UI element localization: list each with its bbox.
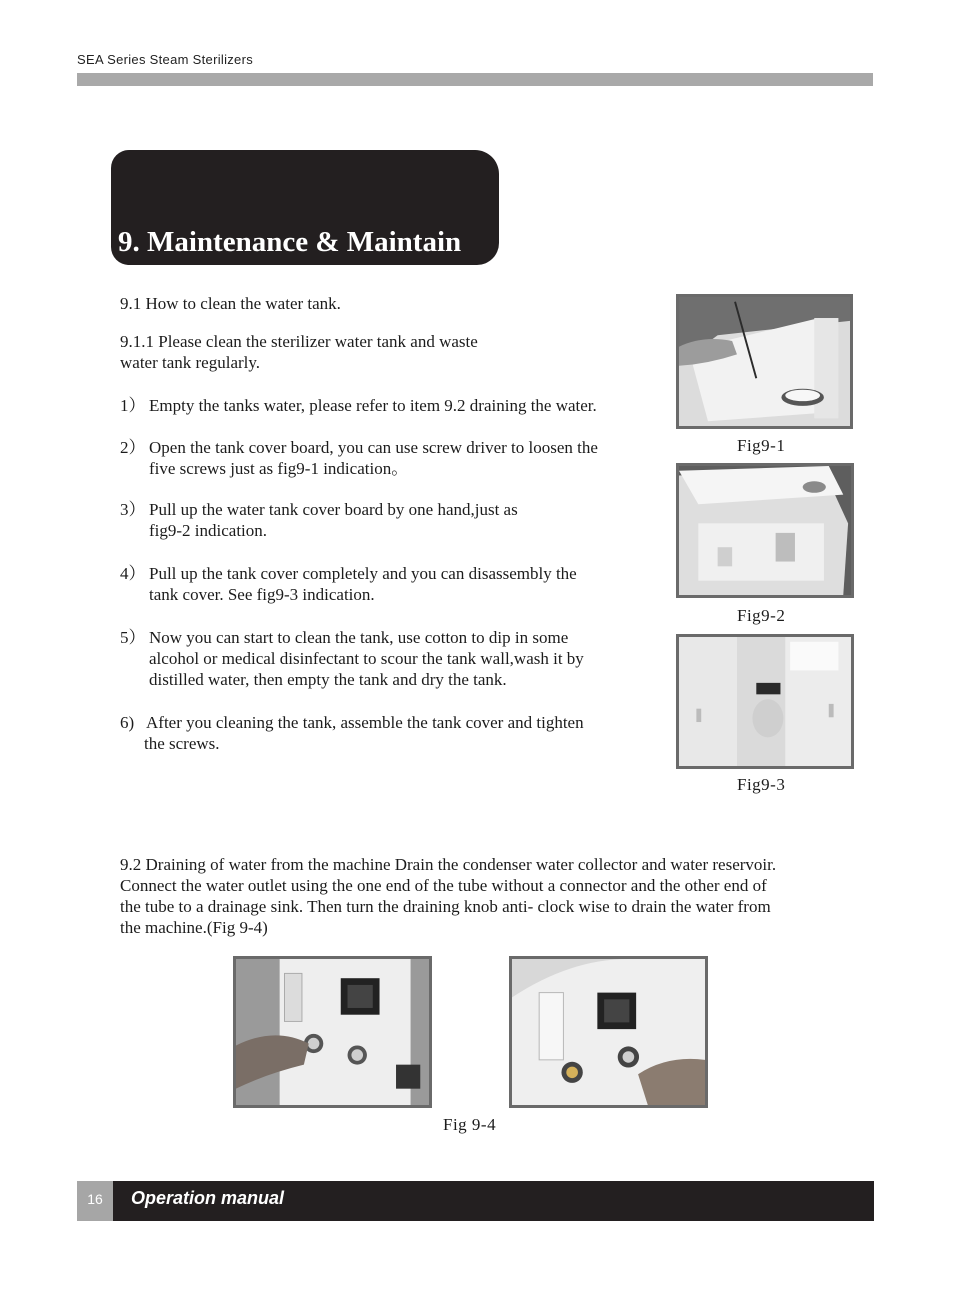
step-5: [120, 627, 665, 690]
subsection-9-1-1-line2: water tank regularly.: [120, 353, 261, 372]
footer-label: Operation manual: [131, 1188, 285, 1208]
step-text: Open the tank cover board, you can use screw driver to loosen the: [149, 438, 598, 457]
fig9-2-photo: [676, 463, 854, 598]
page-number: 16: [77, 1181, 113, 1221]
section-title: 9. Maintenance & Maintain: [118, 226, 462, 258]
step-number: 6): [120, 713, 135, 732]
step-text-continued: fig9-2 indication.: [149, 521, 268, 540]
step-3: [120, 499, 665, 541]
subsection-9-1-1-line1: 9.1.1 Please clean the sterilizer water tank and waste: [120, 332, 478, 351]
step-number: 5）: [120, 628, 146, 647]
step-6: [120, 712, 665, 754]
subsection-9-2-line2: Connect the water outlet using the one end of the tube without a connector and the other end of: [120, 876, 767, 895]
subsection-9-2-line1: 9.2 Draining of water from the machine Drain the condenser water collector and water reservoir.: [120, 855, 777, 874]
step-text: After you cleaning the tank, assemble the tank cover and tighten: [146, 713, 584, 732]
fig9-1-photo: [676, 294, 853, 429]
step-text-continued: alcohol or medical disinfectant to scour the tank wall,wash it by: [149, 649, 584, 668]
step-number: 1）: [120, 396, 146, 415]
step-text-continued: distilled water, then empty the tank and dry the tank.: [149, 670, 507, 689]
step-text-continued: tank cover. See fig9-3 indication.: [149, 585, 375, 604]
step-2: [120, 437, 665, 479]
step-text-continued: five screws just as fig9-1 indication。: [149, 459, 409, 478]
step-number: 2）: [120, 438, 146, 457]
step-1: [120, 395, 665, 416]
step-number: 4）: [120, 564, 146, 583]
subsection-9-2-line3: the tube to a drainage sink. Then turn the draining knob anti- clock wise to drain the water from: [120, 897, 771, 916]
subsection-9-2-line4: the machine.(Fig 9-4): [120, 918, 268, 937]
fig9-3-photo: [676, 634, 854, 769]
header-rule: [77, 73, 873, 86]
fig9-2-caption: Fig9-2: [737, 606, 786, 625]
fig9-1-caption: Fig9-1: [737, 436, 786, 455]
subsection-9-1-title: 9.1 How to clean the water tank.: [120, 294, 341, 313]
step-text: Pull up the tank cover completely and you can disassembly the: [149, 564, 577, 583]
fig9-4-right-photo: [509, 956, 708, 1108]
running-header: SEA Series Steam Sterilizers: [77, 52, 254, 67]
step-text: Pull up the water tank cover board by one hand,just as: [149, 500, 518, 519]
fig9-3-caption: Fig9-3: [737, 775, 786, 794]
step-text: Now you can start to clean the tank, use cotton to dip in some: [149, 628, 569, 647]
step-number: 3）: [120, 500, 146, 519]
step-text: Empty the tanks water, please refer to item 9.2 draining the water.: [149, 396, 597, 415]
fig9-4-left-photo: [233, 956, 432, 1108]
step-text-continued: the screws.: [144, 734, 220, 753]
fig9-4-caption: Fig 9-4: [443, 1115, 497, 1134]
step-4: [120, 563, 665, 605]
